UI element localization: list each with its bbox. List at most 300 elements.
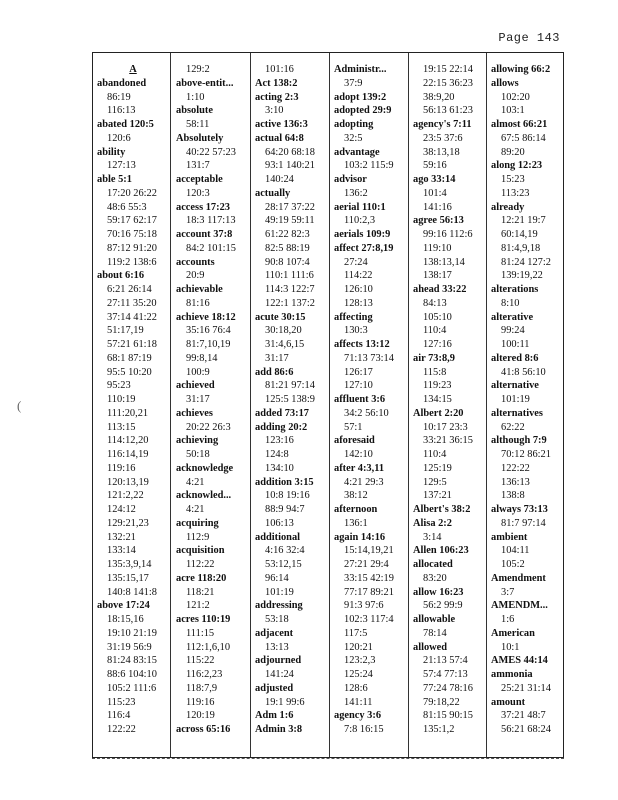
index-reference: 119:16 bbox=[186, 696, 215, 708]
index-term: advantage bbox=[334, 146, 380, 158]
index-term: alternative bbox=[491, 380, 539, 392]
index-reference: 77:24 78:16 bbox=[423, 682, 473, 694]
index-term: above-entit... bbox=[176, 77, 234, 89]
index-reference: 142:10 bbox=[344, 449, 373, 460]
index-term: able 5:1 bbox=[97, 174, 132, 185]
index-reference: 120:21 bbox=[344, 641, 373, 653]
index-term: accounts bbox=[176, 256, 215, 268]
index-reference: 141:16 bbox=[423, 201, 452, 213]
index-term: affect 27:8,19 bbox=[334, 242, 394, 254]
index-reference: 135:1,2 bbox=[423, 724, 455, 735]
index-term: affects 13:12 bbox=[334, 339, 390, 350]
index-reference: 81:24 83:15 bbox=[107, 655, 157, 667]
index-reference: 88:9 94:7 bbox=[265, 504, 305, 515]
index-reference: 17:20 26:22 bbox=[107, 187, 157, 199]
index-column-2 bbox=[176, 63, 248, 737]
index-column-5 bbox=[413, 63, 485, 737]
index-reference: 20:22 26:3 bbox=[186, 421, 231, 433]
index-term: agree 56:13 bbox=[413, 215, 464, 227]
index-term: acceptable bbox=[176, 174, 223, 185]
index-reference: 113:23 bbox=[501, 187, 530, 199]
index-term: acknowled... bbox=[176, 490, 232, 502]
index-reference: 127:16 bbox=[423, 339, 452, 350]
index-term: Albert's 38:2 bbox=[413, 504, 471, 515]
index-reference: 111:15 bbox=[186, 627, 215, 639]
index-reference: 114:12,20 bbox=[107, 435, 149, 447]
index-reference: 18:15,16 bbox=[107, 614, 144, 625]
index-term: across 65:16 bbox=[176, 724, 231, 735]
index-term: about 6:16 bbox=[97, 270, 145, 282]
index-reference: 118:21 bbox=[186, 586, 215, 598]
index-term: alterative bbox=[491, 311, 534, 323]
index-term: adjourned bbox=[255, 655, 302, 667]
index-reference: 116:4 bbox=[107, 710, 131, 722]
index-term: Act 138:2 bbox=[255, 77, 298, 89]
index-reference: 56:2 99:9 bbox=[423, 600, 463, 612]
index-reference: 41:8 56:10 bbox=[501, 366, 546, 378]
index-reference: 104:11 bbox=[501, 545, 530, 557]
index-reference: 113:15 bbox=[107, 421, 136, 433]
index-reference: 58:11 bbox=[186, 119, 210, 130]
index-term: ahead 33:22 bbox=[413, 284, 467, 295]
index-reference: 130:3 bbox=[344, 325, 368, 337]
index-reference: 123:16 bbox=[265, 435, 294, 447]
index-term: ability bbox=[97, 146, 126, 158]
index-reference: 37:21 48:7 bbox=[501, 710, 546, 722]
index-term: abandoned bbox=[97, 77, 147, 89]
index-column-3 bbox=[255, 63, 327, 737]
index-reference: 19:1 99:6 bbox=[265, 696, 305, 708]
column-divider bbox=[329, 53, 330, 757]
index-reference: 112:22 bbox=[186, 559, 215, 570]
index-term: almost 66:21 bbox=[491, 119, 548, 130]
index-term: addition 3:15 bbox=[255, 476, 314, 488]
index-reference: 141:24 bbox=[265, 669, 294, 680]
index-reference: 138:8 bbox=[501, 490, 525, 502]
index-reference: 81:7,10,19 bbox=[186, 339, 231, 350]
index-term: Allen 106:23 bbox=[413, 545, 469, 557]
index-term: alternatives bbox=[491, 407, 543, 419]
index-term: achieving bbox=[176, 435, 219, 447]
index-term: alterations bbox=[491, 284, 539, 295]
index-column-1 bbox=[97, 63, 169, 737]
index-reference: 49:19 59:11 bbox=[265, 215, 315, 227]
index-reference: 112:1,6,10 bbox=[186, 641, 231, 653]
index-term: amount bbox=[491, 696, 526, 708]
index-term: acknowledge bbox=[176, 462, 234, 474]
index-reference: 106:13 bbox=[265, 517, 294, 529]
index-reference: 81:7 97:14 bbox=[501, 517, 546, 529]
index-term: ago 33:14 bbox=[413, 174, 456, 185]
index-reference: 101:19 bbox=[501, 394, 530, 405]
index-term: affluent 3:6 bbox=[334, 394, 386, 405]
index-reference: 96:14 bbox=[265, 572, 289, 584]
index-term: AMES 44:14 bbox=[491, 655, 548, 667]
index-reference: 120:3 bbox=[186, 187, 210, 199]
index-reference: 125:24 bbox=[344, 669, 373, 680]
index-reference: 100:11 bbox=[501, 339, 530, 350]
index-term: American bbox=[491, 627, 535, 639]
index-reference: 101:16 bbox=[265, 64, 294, 75]
index-reference: 101:19 bbox=[265, 586, 294, 598]
index-term: Administr... bbox=[334, 64, 387, 75]
index-reference: 129:2 bbox=[186, 64, 210, 75]
index-term: adopted 29:9 bbox=[334, 105, 392, 117]
index-reference: 31:17 bbox=[265, 352, 289, 364]
index-reference: 13:13 bbox=[265, 641, 289, 653]
index-reference: 102:3 117:4 bbox=[344, 614, 394, 625]
index-reference: 89:20 bbox=[501, 146, 525, 158]
index-reference: 62:22 bbox=[501, 421, 525, 433]
column-divider bbox=[170, 53, 171, 757]
index-reference: 95:23 bbox=[107, 380, 131, 392]
index-reference: 3:10 bbox=[265, 105, 284, 117]
index-reference: 99:16 112:6 bbox=[423, 229, 473, 240]
index-reference: 119:2 138:6 bbox=[107, 256, 157, 268]
index-reference: 8:10 bbox=[501, 297, 520, 309]
index-term: allowable bbox=[413, 614, 456, 625]
index-reference: 134:10 bbox=[265, 462, 294, 474]
index-reference: 59:17 62:17 bbox=[107, 215, 157, 227]
index-term: after 4:3,11 bbox=[334, 462, 385, 474]
index-reference: 60:14,19 bbox=[501, 229, 538, 240]
index-reference: 3:14 bbox=[423, 531, 442, 543]
index-reference: 129:21,23 bbox=[107, 517, 149, 529]
index-term: addressing bbox=[255, 600, 303, 612]
index-term: already bbox=[491, 201, 525, 213]
index-reference: 77:17 89:21 bbox=[344, 586, 394, 598]
index-reference: 124:8 bbox=[265, 449, 289, 460]
index-term: air 73:8,9 bbox=[413, 352, 455, 364]
index-reference: 110:2,3 bbox=[344, 215, 376, 227]
index-reference: 81:21 97:14 bbox=[265, 380, 315, 392]
index-reference: 121:2,22 bbox=[107, 490, 144, 502]
index-reference: 57:1 bbox=[344, 421, 363, 433]
index-reference: 4:21 bbox=[186, 504, 205, 515]
index-reference: 100:9 bbox=[186, 366, 210, 378]
index-reference: 4:21 29:3 bbox=[344, 476, 384, 488]
index-reference: 27:11 35:20 bbox=[107, 297, 157, 309]
index-reference: 114:22 bbox=[344, 270, 373, 282]
index-reference: 135:3,9,14 bbox=[107, 559, 152, 570]
index-reference: 10:17 23:3 bbox=[423, 421, 468, 433]
index-reference: 117:5 bbox=[344, 627, 368, 639]
index-reference: 95:5 10:20 bbox=[107, 366, 152, 378]
index-term: afternoon bbox=[334, 504, 378, 515]
index-reference: 21:13 57:4 bbox=[423, 655, 468, 667]
index-reference: 1:10 bbox=[186, 91, 205, 103]
index-term: altered 8:6 bbox=[491, 352, 539, 364]
index-reference: 86:19 bbox=[107, 91, 131, 103]
index-reference: 127:13 bbox=[107, 160, 136, 172]
index-term: agency 3:6 bbox=[334, 710, 382, 722]
index-term: add 86:6 bbox=[255, 366, 294, 378]
index-term: active 136:3 bbox=[255, 119, 308, 130]
index-reference: 84:2 101:15 bbox=[186, 242, 236, 254]
index-reference: 4:16 32:4 bbox=[265, 545, 305, 557]
index-term: agency's 7:11 bbox=[413, 119, 472, 130]
index-term: absolute bbox=[176, 105, 213, 117]
index-reference: 25:21 31:14 bbox=[501, 682, 551, 694]
index-term: adjusted bbox=[255, 682, 294, 694]
index-reference: 118:7,9 bbox=[186, 682, 218, 694]
index-reference: 51:17,19 bbox=[107, 325, 144, 337]
index-reference: 120:6 bbox=[107, 132, 131, 144]
index-reference: 127:10 bbox=[344, 380, 373, 392]
margin-mark: ( bbox=[17, 398, 22, 413]
index-reference: 93:1 140:21 bbox=[265, 160, 315, 172]
index-reference: 115:23 bbox=[107, 696, 136, 708]
index-reference: 99:24 bbox=[501, 325, 525, 337]
index-reference: 68:1 87:19 bbox=[107, 352, 152, 364]
bottom-rule bbox=[92, 758, 564, 759]
index-term: allow 16:23 bbox=[413, 586, 464, 598]
index-term: additional bbox=[255, 531, 301, 543]
index-reference: 20:9 bbox=[186, 270, 205, 282]
index-reference: 83:20 bbox=[423, 572, 447, 584]
index-term: acre 118:20 bbox=[176, 572, 227, 584]
index-reference: 37:9 bbox=[344, 77, 363, 89]
index-reference: 116:14,19 bbox=[107, 449, 149, 460]
index-reference: 111:20,21 bbox=[107, 407, 149, 419]
index-reference: 71:13 73:14 bbox=[344, 352, 394, 364]
index-reference: 114:3 122:7 bbox=[265, 284, 315, 295]
index-reference: 140:24 bbox=[265, 174, 294, 185]
index-column-6 bbox=[491, 63, 563, 737]
index-reference: 31:19 56:9 bbox=[107, 641, 152, 653]
index-term: Absolutely bbox=[176, 132, 224, 144]
index-reference: 4:21 bbox=[186, 476, 205, 488]
index-reference: 110:4 bbox=[423, 449, 447, 460]
index-reference: 12:21 19:7 bbox=[501, 215, 546, 227]
index-reference: 70:12 86:21 bbox=[501, 449, 551, 460]
index-reference: 103:2 115:9 bbox=[344, 160, 394, 172]
index-term: allows bbox=[491, 77, 519, 89]
index-term: allowing 66:2 bbox=[491, 64, 551, 75]
index-term: above 17:24 bbox=[97, 600, 150, 612]
index-reference: 31:4,6,15 bbox=[265, 339, 305, 350]
index-reference: 87:12 91:20 bbox=[107, 242, 157, 254]
index-reference: 7:8 16:15 bbox=[344, 724, 384, 735]
index-reference: 137:21 bbox=[423, 490, 452, 502]
index-reference: 110:19 bbox=[107, 394, 136, 405]
index-reference: 122:1 137:2 bbox=[265, 297, 315, 309]
index-reference: 90:8 107:4 bbox=[265, 256, 310, 268]
index-reference: 6:21 26:14 bbox=[107, 284, 152, 295]
index-reference: 19:10 21:19 bbox=[107, 627, 157, 639]
index-reference: 61:22 82:3 bbox=[265, 229, 310, 240]
index-reference: 78:14 bbox=[423, 627, 447, 639]
index-reference: 33:21 36:15 bbox=[423, 435, 473, 447]
index-reference: 139:19,22 bbox=[501, 270, 543, 282]
index-reference: 1:6 bbox=[501, 614, 515, 625]
index-reference: 59:16 bbox=[423, 160, 447, 172]
index-reference: 56:21 68:24 bbox=[501, 724, 551, 735]
index-reference: 53:12,15 bbox=[265, 559, 302, 570]
index-reference: 38:12 bbox=[344, 490, 368, 502]
index-reference: 23:5 37:6 bbox=[423, 132, 463, 144]
index-reference: 38:13,18 bbox=[423, 146, 460, 158]
index-term: actual 64:8 bbox=[255, 132, 304, 144]
index-reference: 81:4,9,18 bbox=[501, 242, 541, 254]
index-reference: 57:21 61:18 bbox=[107, 339, 157, 350]
index-term: abated 120:5 bbox=[97, 119, 154, 130]
index-reference: 67:5 86:14 bbox=[501, 132, 546, 144]
index-term: always 73:13 bbox=[491, 504, 548, 515]
index-reference: 105:10 bbox=[423, 311, 452, 323]
index-reference: 84:13 bbox=[423, 297, 447, 309]
index-term: although 7:9 bbox=[491, 435, 547, 447]
index-reference: 125:5 138:9 bbox=[265, 394, 315, 405]
index-term: ammonia bbox=[491, 669, 533, 680]
index-reference: 30:18,20 bbox=[265, 325, 302, 337]
index-term: access 17:23 bbox=[176, 201, 230, 213]
index-reference: 119:16 bbox=[107, 462, 136, 474]
index-reference: 140:8 141:8 bbox=[107, 586, 157, 598]
index-reference: 27:21 29:4 bbox=[344, 559, 389, 570]
index-reference: 79:18,22 bbox=[423, 696, 460, 708]
index-reference: 56:13 61:23 bbox=[423, 105, 473, 117]
index-term: Adm 1:6 bbox=[255, 710, 294, 722]
index-term: advisor bbox=[334, 174, 367, 185]
index-reference: 53:18 bbox=[265, 614, 289, 625]
index-term: adopt 139:2 bbox=[334, 91, 387, 103]
index-reference: 133:14 bbox=[107, 545, 136, 557]
column-divider bbox=[250, 53, 251, 757]
index-column-4 bbox=[334, 63, 406, 737]
index-term: aerial 110:1 bbox=[334, 201, 386, 213]
index-reference: 124:12 bbox=[107, 504, 136, 515]
index-reference: 125:19 bbox=[423, 462, 452, 474]
index-term: acquiring bbox=[176, 517, 219, 529]
index-reference: 18:3 117:13 bbox=[186, 215, 236, 227]
index-term: actually bbox=[255, 187, 291, 199]
index-reference: 120:19 bbox=[186, 710, 215, 722]
index-term: acquisition bbox=[176, 545, 225, 557]
index-reference: 19:15 22:14 bbox=[423, 64, 473, 75]
index-term: Amendment bbox=[491, 572, 546, 584]
index-reference: 102:20 bbox=[501, 91, 530, 103]
index-reference: 135:15,17 bbox=[107, 572, 149, 584]
index-reference: 40:22 57:23 bbox=[186, 146, 236, 158]
index-reference: 15:23 bbox=[501, 174, 525, 185]
index-reference: 115:8 bbox=[423, 366, 447, 378]
index-term: Albert 2:20 bbox=[413, 407, 464, 419]
index-term: adjacent bbox=[255, 627, 294, 639]
index-reference: 134:15 bbox=[423, 394, 452, 405]
index-reference: 34:2 56:10 bbox=[344, 407, 389, 419]
index-reference: 82:5 88:19 bbox=[265, 242, 310, 254]
index-term: achieved bbox=[176, 380, 215, 392]
index-reference: 32:5 bbox=[344, 132, 363, 144]
index-reference: 110:4 bbox=[423, 325, 447, 337]
index-reference: 115:22 bbox=[186, 655, 215, 667]
index-reference: 110:1 111:6 bbox=[265, 270, 314, 282]
index-term: aforesaid bbox=[334, 435, 375, 447]
index-reference: 15:14,19,21 bbox=[344, 545, 394, 557]
page-number: Page 143 bbox=[498, 31, 560, 45]
index-reference: 138:17 bbox=[423, 270, 452, 282]
index-reference: 131:7 bbox=[186, 160, 210, 172]
index-reference: 81:24 127:2 bbox=[501, 256, 551, 268]
index-term: added 73:17 bbox=[255, 407, 309, 419]
index-reference: 105:2 bbox=[501, 559, 525, 570]
index-reference: 50:18 bbox=[186, 449, 210, 460]
index-reference: 136:2 bbox=[344, 187, 368, 199]
index-reference: 57:4 77:13 bbox=[423, 669, 468, 680]
index-reference: 123:2,3 bbox=[344, 655, 376, 667]
index-term: allowed bbox=[413, 641, 448, 653]
index-term: achievable bbox=[176, 284, 223, 295]
index-reference: 126:10 bbox=[344, 284, 373, 295]
index-reference: 119:23 bbox=[423, 380, 452, 392]
index-reference: 38:9,20 bbox=[423, 91, 455, 103]
index-reference: 10:8 19:16 bbox=[265, 490, 310, 502]
index-term: ambient bbox=[491, 531, 528, 543]
column-divider bbox=[408, 53, 409, 757]
index-reference: 121:2 bbox=[186, 600, 210, 612]
index-reference: 128:6 bbox=[344, 682, 368, 694]
index-term: achieves bbox=[176, 407, 213, 419]
index-reference: 88:6 104:10 bbox=[107, 669, 157, 680]
index-term: acute 30:15 bbox=[255, 311, 306, 323]
index-reference: 81:15 90:15 bbox=[423, 710, 473, 722]
index-reference: 112:9 bbox=[186, 531, 210, 543]
index-reference: 105:2 111:6 bbox=[107, 682, 157, 694]
section-letter: A bbox=[129, 64, 137, 75]
index-reference: 81:16 bbox=[186, 297, 210, 309]
index-term: acting 2:3 bbox=[255, 91, 299, 103]
index-reference: 132:21 bbox=[107, 531, 136, 543]
index-reference: 138:13,14 bbox=[423, 256, 465, 268]
index-reference: 101:4 bbox=[423, 187, 447, 199]
index-reference: 70:16 75:18 bbox=[107, 229, 157, 240]
index-reference: 122:22 bbox=[501, 462, 530, 474]
index-reference: 128:13 bbox=[344, 297, 373, 309]
index-reference: 141:11 bbox=[344, 696, 373, 708]
index-frame bbox=[92, 52, 564, 758]
index-term: adopting bbox=[334, 119, 374, 130]
index-reference: 48:6 55:3 bbox=[107, 201, 147, 213]
index-reference: 116:2,23 bbox=[186, 669, 223, 680]
index-reference: 31:17 bbox=[186, 394, 210, 405]
index-reference: 22:15 36:23 bbox=[423, 77, 473, 89]
index-reference: 35:16 76:4 bbox=[186, 325, 231, 337]
index-term: account 37:8 bbox=[176, 229, 233, 240]
index-term: AMENDM... bbox=[491, 600, 548, 612]
index-term: allocated bbox=[413, 559, 453, 570]
index-term: acres 110:19 bbox=[176, 614, 231, 625]
index-term: affecting bbox=[334, 311, 373, 323]
index-reference: 103:1 bbox=[501, 105, 525, 117]
index-reference: 10:1 bbox=[501, 641, 520, 653]
index-reference: 136:13 bbox=[501, 476, 530, 488]
index-term: achieve 18:12 bbox=[176, 311, 236, 323]
column-divider bbox=[486, 53, 487, 757]
index-reference: 99:8,14 bbox=[186, 352, 218, 364]
index-reference: 33:15 42:19 bbox=[344, 572, 394, 584]
index-reference: 91:3 97:6 bbox=[344, 600, 384, 612]
index-reference: 28:17 37:22 bbox=[265, 201, 315, 213]
index-reference: 27:24 bbox=[344, 256, 368, 268]
index-reference: 3:7 bbox=[501, 586, 515, 598]
index-reference: 64:20 68:18 bbox=[265, 146, 315, 158]
index-term: along 12:23 bbox=[491, 160, 543, 172]
index-term: aerials 109:9 bbox=[334, 229, 391, 240]
index-term: again 14:16 bbox=[334, 531, 386, 543]
index-term: Admin 3:8 bbox=[255, 724, 303, 735]
index-reference: 126:17 bbox=[344, 366, 373, 378]
